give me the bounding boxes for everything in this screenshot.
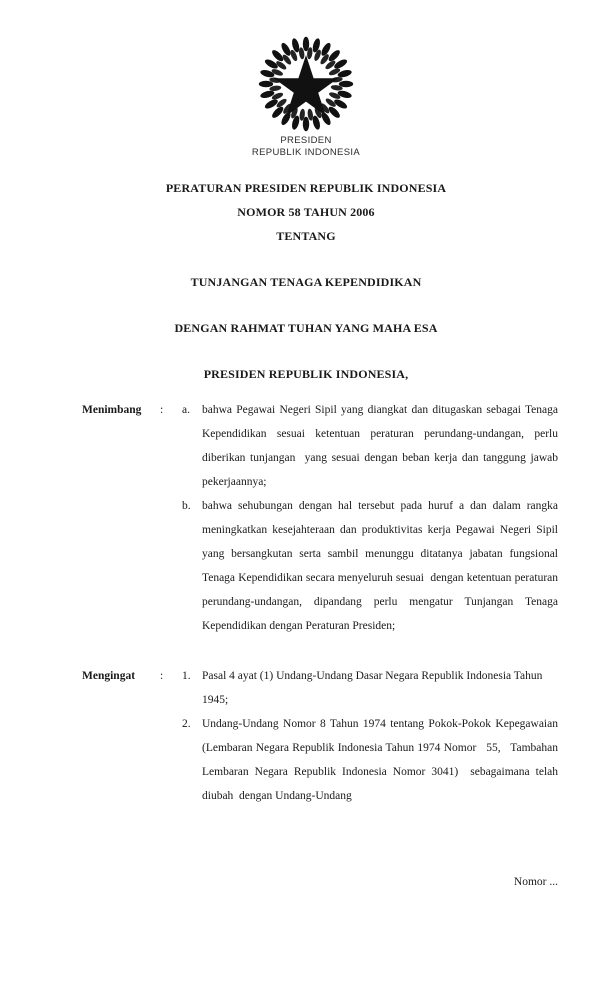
title-issuer: PRESIDEN REPUBLIK INDONESIA,: [203, 367, 409, 381]
list-item: [182, 664, 558, 712]
section-label-mengingat: Mengingat: [82, 670, 136, 682]
section-mengingat: [0, 664, 612, 808]
list-item-text: bahwa sehubungan dengan hal tersebut pada huruf a dan dalam rangka meningkatkan kesejahteraan dan produktivitas kerja Pegawai Negeri Sipil yang bersangkutan serta sambil menunggu ditatanya jabatan fungsional Tenaga Kependidikan secara menyeluruh sesuai dengan ketentuan peraturan perundang-undangan, dipandang perlu mengatur Tunjangan Tenaga Kependidikan dengan Peraturan Presiden;: [202, 500, 561, 632]
section-label-menimbang: Menimbang: [82, 404, 142, 416]
section-colon-menimbang: :: [160, 404, 164, 416]
list-item-marker: b.: [182, 500, 191, 512]
page-continuation-note: Nomor ...: [513, 876, 558, 888]
emblem-caption: [0, 135, 612, 158]
section-items-menimbang: [182, 398, 612, 638]
title-spacer-1: [0, 248, 612, 270]
document-title-block: [0, 176, 612, 386]
list-item: [182, 398, 561, 494]
section-spacer: [0, 638, 612, 664]
list-item-marker: a.: [182, 404, 190, 416]
document-body: [0, 398, 612, 808]
list-item-text: Pasal 4 ayat (1) Undang-Undang Dasar Negara Republik Indonesia Tahun 1945;: [202, 670, 546, 706]
title-tentang: TENTANG: [276, 229, 336, 243]
title-spacer-2: [0, 294, 612, 316]
title-number-year: NOMOR 58 TAHUN 2006: [237, 205, 375, 219]
emblem-block: [0, 36, 612, 158]
emblem-caption-line1: PRESIDEN: [280, 135, 332, 146]
list-item-text: Undang-Undang Nomor 8 Tahun 1974 tentang Pokok-Pokok Kepegawaian (Lembaran Negara Republik Indonesia Tahun 1974 Nomor 55, Tambahan Lembaran Negara Republik Indonesia Nomor 3041) sebagaimana telah diubah dengan Undang-Undang: [202, 718, 561, 802]
section-menimbang: [0, 398, 612, 638]
section-colon-mengingat: :: [160, 670, 164, 682]
list-item-marker: 1.: [182, 670, 191, 682]
list-item: [182, 712, 561, 808]
section-items-mengingat: [182, 664, 612, 808]
list-item-text: bahwa Pegawai Negeri Sipil yang diangkat dan ditugaskan sebagai Tenaga Kependidikan sesuai ketentuan peraturan perundang-undangan, perlu diberikan tunjangan yang sesuai dengan beban kerja dan tanggung jawab pekerjaannya;: [202, 404, 561, 488]
emblem-caption-line2: REPUBLIK INDONESIA: [251, 146, 361, 158]
title-subject: TUNJANGAN TENAGA KEPENDIDIKAN: [190, 275, 422, 289]
list-item-marker: 2.: [182, 718, 191, 730]
indonesia-presidential-emblem-icon: [251, 36, 361, 132]
title-regulation-type: PERATURAN PRESIDEN REPUBLIK INDONESIA: [165, 181, 447, 195]
title-spacer-3: [0, 340, 612, 362]
title-invocation: DENGAN RAHMAT TUHAN YANG MAHA ESA: [174, 321, 438, 335]
list-item: [182, 494, 561, 638]
